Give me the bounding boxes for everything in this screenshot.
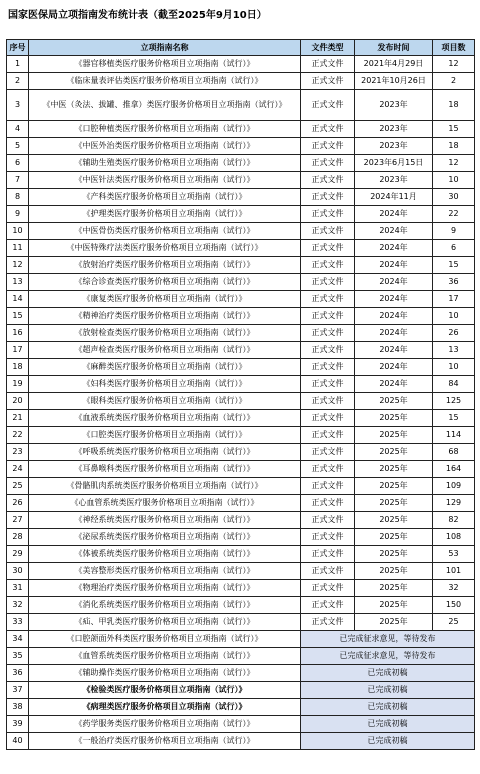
file-type: 正式文件 <box>301 73 355 90</box>
guideline-name: 《疝、甲乳类医疗服务价格项目立项指南（试行）》 <box>29 614 301 631</box>
guideline-name: 《耳鼻喉科类医疗服务价格项目立项指南（试行）》 <box>29 461 301 478</box>
item-count: 53 <box>433 546 475 563</box>
row-number: 21 <box>7 410 29 427</box>
row-number: 33 <box>7 614 29 631</box>
row-number: 36 <box>7 665 29 682</box>
publish-time: 2025年 <box>355 478 433 495</box>
table-row <box>7 325 475 342</box>
file-type: 正式文件 <box>301 172 355 189</box>
publish-time: 2025年 <box>355 597 433 614</box>
table-row <box>7 359 475 376</box>
publish-time: 2025年 <box>355 393 433 410</box>
table-row <box>7 478 475 495</box>
item-count: 164 <box>433 461 475 478</box>
publish-time: 2025年 <box>355 495 433 512</box>
row-number: 27 <box>7 512 29 529</box>
item-count: 10 <box>433 172 475 189</box>
file-type: 正式文件 <box>301 223 355 240</box>
file-type: 正式文件 <box>301 410 355 427</box>
header-name: 立项指南名称 <box>29 40 301 56</box>
file-type: 正式文件 <box>301 155 355 172</box>
status-cell: 已完成初稿 <box>301 682 475 699</box>
guideline-name: 《辅助操作类医疗服务价格项目立项指南（试行）》 <box>29 665 301 682</box>
table-row <box>7 716 475 733</box>
item-count: 12 <box>433 155 475 172</box>
publish-time: 2021年4月29日 <box>355 56 433 73</box>
page-title: 国家医保局立项指南发布统计表（截至2025年9月10日） <box>8 10 267 21</box>
guideline-name: 《中医外治类医疗服务价格项目立项指南（试行）》 <box>29 138 301 155</box>
publish-time: 2024年 <box>355 359 433 376</box>
file-type: 正式文件 <box>301 512 355 529</box>
row-number: 1 <box>7 56 29 73</box>
file-type: 正式文件 <box>301 308 355 325</box>
file-type: 正式文件 <box>301 563 355 580</box>
publish-time: 2024年 <box>355 223 433 240</box>
status-cell: 已完成初稿 <box>301 665 475 682</box>
table-row <box>7 563 475 580</box>
row-number: 29 <box>7 546 29 563</box>
table-row <box>7 274 475 291</box>
status-cell: 已完成征求意见，等待发布 <box>301 631 475 648</box>
table-row <box>7 699 475 716</box>
publish-time: 2023年 <box>355 90 433 121</box>
table-row <box>7 427 475 444</box>
publish-time: 2025年 <box>355 614 433 631</box>
file-type: 正式文件 <box>301 478 355 495</box>
item-count: 13 <box>433 342 475 359</box>
publish-time: 2024年 <box>355 325 433 342</box>
table-row <box>7 121 475 138</box>
item-count: 15 <box>433 410 475 427</box>
guideline-name: 《超声检查类医疗服务价格项目立项指南（试行）》 <box>29 342 301 359</box>
publish-time: 2021年10月26日 <box>355 73 433 90</box>
status-cell: 已完成征求意见，等待发布 <box>301 648 475 665</box>
file-type: 正式文件 <box>301 274 355 291</box>
file-type: 正式文件 <box>301 325 355 342</box>
header-type: 文件类型 <box>301 40 355 56</box>
row-number: 39 <box>7 716 29 733</box>
item-count: 15 <box>433 257 475 274</box>
table-row <box>7 308 475 325</box>
item-count: 68 <box>433 444 475 461</box>
file-type: 正式文件 <box>301 90 355 121</box>
file-type: 正式文件 <box>301 580 355 597</box>
item-count: 26 <box>433 325 475 342</box>
item-count: 6 <box>433 240 475 257</box>
file-type: 正式文件 <box>301 359 355 376</box>
guideline-name: 《中医针法类医疗服务价格项目立项指南（试行）》 <box>29 172 301 189</box>
guideline-name: 《泌尿系统类医疗服务价格项目立项指南（试行）》 <box>29 529 301 546</box>
item-count: 129 <box>433 495 475 512</box>
item-count: 15 <box>433 121 475 138</box>
publish-time: 2024年 <box>355 376 433 393</box>
item-count: 82 <box>433 512 475 529</box>
guideline-name: 《血管系统类医疗服务价格项目立项指南（试行）》 <box>29 648 301 665</box>
row-number: 5 <box>7 138 29 155</box>
row-number: 4 <box>7 121 29 138</box>
guideline-name: 《消化系统类医疗服务价格项目立项指南（试行）》 <box>29 597 301 614</box>
guideline-name: 《护理类医疗服务价格项目立项指南（试行）》 <box>29 206 301 223</box>
table-row <box>7 138 475 155</box>
row-number: 31 <box>7 580 29 597</box>
row-number: 14 <box>7 291 29 308</box>
publish-time: 2025年 <box>355 580 433 597</box>
guideline-name: 《药学服务类医疗服务价格项目立项指南（试行）》 <box>29 716 301 733</box>
table-row <box>7 73 475 90</box>
row-number: 37 <box>7 682 29 699</box>
guideline-stats-table <box>6 39 475 750</box>
file-type: 正式文件 <box>301 461 355 478</box>
guideline-name: 《口腔种植类医疗服务价格项目立项指南（试行）》 <box>29 121 301 138</box>
table-row <box>7 56 475 73</box>
status-cell: 已完成初稿 <box>301 699 475 716</box>
row-number: 11 <box>7 240 29 257</box>
publish-time: 2023年6月15日 <box>355 155 433 172</box>
file-type: 正式文件 <box>301 138 355 155</box>
item-count: 18 <box>433 90 475 121</box>
table-body <box>7 56 475 750</box>
guideline-name: 《物理治疗类医疗服务价格项目立项指南（试行）》 <box>29 580 301 597</box>
header-row <box>7 40 475 56</box>
item-count: 150 <box>433 597 475 614</box>
item-count: 22 <box>433 206 475 223</box>
publish-time: 2025年 <box>355 444 433 461</box>
file-type: 正式文件 <box>301 342 355 359</box>
row-number: 2 <box>7 73 29 90</box>
file-type: 正式文件 <box>301 614 355 631</box>
row-number: 30 <box>7 563 29 580</box>
table-row <box>7 257 475 274</box>
row-number: 40 <box>7 733 29 750</box>
file-type: 正式文件 <box>301 427 355 444</box>
row-number: 38 <box>7 699 29 716</box>
publish-time: 2023年 <box>355 172 433 189</box>
row-number: 24 <box>7 461 29 478</box>
publish-time: 2024年 <box>355 206 433 223</box>
item-count: 32 <box>433 580 475 597</box>
publish-time: 2025年 <box>355 563 433 580</box>
item-count: 10 <box>433 359 475 376</box>
table-row <box>7 461 475 478</box>
guideline-name: 《眼科类医疗服务价格项目立项指南（试行）》 <box>29 393 301 410</box>
publish-time: 2025年 <box>355 546 433 563</box>
row-number: 19 <box>7 376 29 393</box>
table-row <box>7 682 475 699</box>
guideline-name: 《一般治疗类医疗服务价格项目立项指南（试行）》 <box>29 733 301 750</box>
table-row <box>7 172 475 189</box>
publish-time: 2024年 <box>355 257 433 274</box>
item-count: 9 <box>433 223 475 240</box>
file-type: 正式文件 <box>301 291 355 308</box>
item-count: 17 <box>433 291 475 308</box>
status-cell: 已完成初稿 <box>301 733 475 750</box>
row-number: 26 <box>7 495 29 512</box>
publish-time: 2024年11月 <box>355 189 433 206</box>
table-row <box>7 376 475 393</box>
table-row <box>7 155 475 172</box>
row-number: 16 <box>7 325 29 342</box>
guideline-name: 《器官移植类医疗服务价格项目立项指南（试行）》 <box>29 56 301 73</box>
item-count: 109 <box>433 478 475 495</box>
publish-time: 2023年 <box>355 138 433 155</box>
row-number: 15 <box>7 308 29 325</box>
publish-time: 2025年 <box>355 512 433 529</box>
guideline-name: 《产科类医疗服务价格项目立项指南（试行）》 <box>29 189 301 206</box>
row-number: 13 <box>7 274 29 291</box>
row-number: 32 <box>7 597 29 614</box>
guideline-name: 《血液系统类医疗服务价格项目立项指南（试行）》 <box>29 410 301 427</box>
guideline-name: 《检验类医疗服务价格项目立项指南（试行）》 <box>29 682 301 699</box>
file-type: 正式文件 <box>301 444 355 461</box>
guideline-name: 《神经系统类医疗服务价格项目立项指南（试行）》 <box>29 512 301 529</box>
file-type: 正式文件 <box>301 56 355 73</box>
publish-time: 2024年 <box>355 291 433 308</box>
table-row <box>7 90 475 121</box>
row-number: 7 <box>7 172 29 189</box>
table-row <box>7 223 475 240</box>
table-row <box>7 342 475 359</box>
guideline-name: 《精神治疗类医疗服务价格项目立项指南（试行）》 <box>29 308 301 325</box>
item-count: 84 <box>433 376 475 393</box>
guideline-name: 《综合诊查类医疗服务价格项目立项指南（试行）》 <box>29 274 301 291</box>
row-number: 6 <box>7 155 29 172</box>
table-row <box>7 393 475 410</box>
publish-time: 2023年 <box>355 121 433 138</box>
publish-time: 2024年 <box>355 240 433 257</box>
table-row <box>7 444 475 461</box>
file-type: 正式文件 <box>301 206 355 223</box>
item-count: 101 <box>433 563 475 580</box>
guideline-name: 《中医特殊疗法类医疗服务价格项目立项指南（试行）》 <box>29 240 301 257</box>
table-row <box>7 291 475 308</box>
item-count: 30 <box>433 189 475 206</box>
table-row <box>7 614 475 631</box>
table-row <box>7 546 475 563</box>
guideline-name: 《美容整形类医疗服务价格项目立项指南（试行）》 <box>29 563 301 580</box>
guideline-name: 《康复类医疗服务价格项目立项指南（试行）》 <box>29 291 301 308</box>
table-row <box>7 665 475 682</box>
item-count: 10 <box>433 308 475 325</box>
file-type: 正式文件 <box>301 240 355 257</box>
guideline-name: 《临床量表评估类医疗服务价格项目立项指南（试行）》 <box>29 73 301 90</box>
row-number: 23 <box>7 444 29 461</box>
row-number: 9 <box>7 206 29 223</box>
table-row <box>7 580 475 597</box>
table-row <box>7 495 475 512</box>
header-time: 发布时间 <box>355 40 433 56</box>
row-number: 28 <box>7 529 29 546</box>
item-count: 108 <box>433 529 475 546</box>
guideline-name: 《骨骼肌肉系统类医疗服务价格项目立项指南（试行）》 <box>29 478 301 495</box>
file-type: 正式文件 <box>301 121 355 138</box>
guideline-name: 《辅助生殖类医疗服务价格项目立项指南（试行）》 <box>29 155 301 172</box>
header-no: 序号 <box>7 40 29 56</box>
table-row <box>7 631 475 648</box>
publish-time: 2024年 <box>355 274 433 291</box>
file-type: 正式文件 <box>301 529 355 546</box>
row-number: 10 <box>7 223 29 240</box>
table-row <box>7 512 475 529</box>
item-count: 36 <box>433 274 475 291</box>
guideline-name: 《放射检查类医疗服务价格项目立项指南（试行）》 <box>29 325 301 342</box>
publish-time: 2024年 <box>355 342 433 359</box>
guideline-name: 《口腔颌面外科类医疗服务价格项目立项指南（试行）》 <box>29 631 301 648</box>
file-type: 正式文件 <box>301 257 355 274</box>
table-row <box>7 189 475 206</box>
guideline-name: 《口腔类医疗服务价格项目立项指南（试行）》 <box>29 427 301 444</box>
file-type: 正式文件 <box>301 393 355 410</box>
row-number: 3 <box>7 90 29 121</box>
header-count: 项目数 <box>433 40 475 56</box>
file-type: 正式文件 <box>301 495 355 512</box>
table-row <box>7 206 475 223</box>
guideline-name: 《病理类医疗服务价格项目立项指南（试行）》 <box>29 699 301 716</box>
item-count: 18 <box>433 138 475 155</box>
guideline-name: 《妇科类医疗服务价格项目立项指南（试行）》 <box>29 376 301 393</box>
file-type: 正式文件 <box>301 597 355 614</box>
table-row <box>7 529 475 546</box>
row-number: 35 <box>7 648 29 665</box>
item-count: 12 <box>433 56 475 73</box>
guideline-name: 《中医（灸法、拔罐、推拿）类医疗服务价格项目立项指南（试行）》 <box>29 90 301 121</box>
status-cell: 已完成初稿 <box>301 716 475 733</box>
publish-time: 2025年 <box>355 410 433 427</box>
guideline-name: 《心血管系统类医疗服务价格项目立项指南（试行）》 <box>29 495 301 512</box>
publish-time: 2025年 <box>355 427 433 444</box>
table-row <box>7 648 475 665</box>
guideline-name: 《呼吸系统类医疗服务价格项目立项指南（试行）》 <box>29 444 301 461</box>
row-number: 22 <box>7 427 29 444</box>
guideline-name: 《放射治疗类医疗服务价格项目立项指南（试行）》 <box>29 257 301 274</box>
row-number: 25 <box>7 478 29 495</box>
item-count: 114 <box>433 427 475 444</box>
publish-time: 2025年 <box>355 529 433 546</box>
row-number: 18 <box>7 359 29 376</box>
row-number: 12 <box>7 257 29 274</box>
file-type: 正式文件 <box>301 546 355 563</box>
file-type: 正式文件 <box>301 376 355 393</box>
row-number: 8 <box>7 189 29 206</box>
publish-time: 2025年 <box>355 461 433 478</box>
table-row <box>7 240 475 257</box>
row-number: 34 <box>7 631 29 648</box>
guideline-name: 《麻醉类医疗服务价格项目立项指南（试行）》 <box>29 359 301 376</box>
item-count: 125 <box>433 393 475 410</box>
guideline-name: 《体被系统类医疗服务价格项目立项指南（试行）》 <box>29 546 301 563</box>
table-row <box>7 597 475 614</box>
publish-time: 2024年 <box>355 308 433 325</box>
row-number: 17 <box>7 342 29 359</box>
item-count: 2 <box>433 73 475 90</box>
row-number: 20 <box>7 393 29 410</box>
file-type: 正式文件 <box>301 189 355 206</box>
item-count: 25 <box>433 614 475 631</box>
table-row <box>7 410 475 427</box>
table-row <box>7 733 475 750</box>
guideline-name: 《中医骨伤类医疗服务价格项目立项指南（试行）》 <box>29 223 301 240</box>
